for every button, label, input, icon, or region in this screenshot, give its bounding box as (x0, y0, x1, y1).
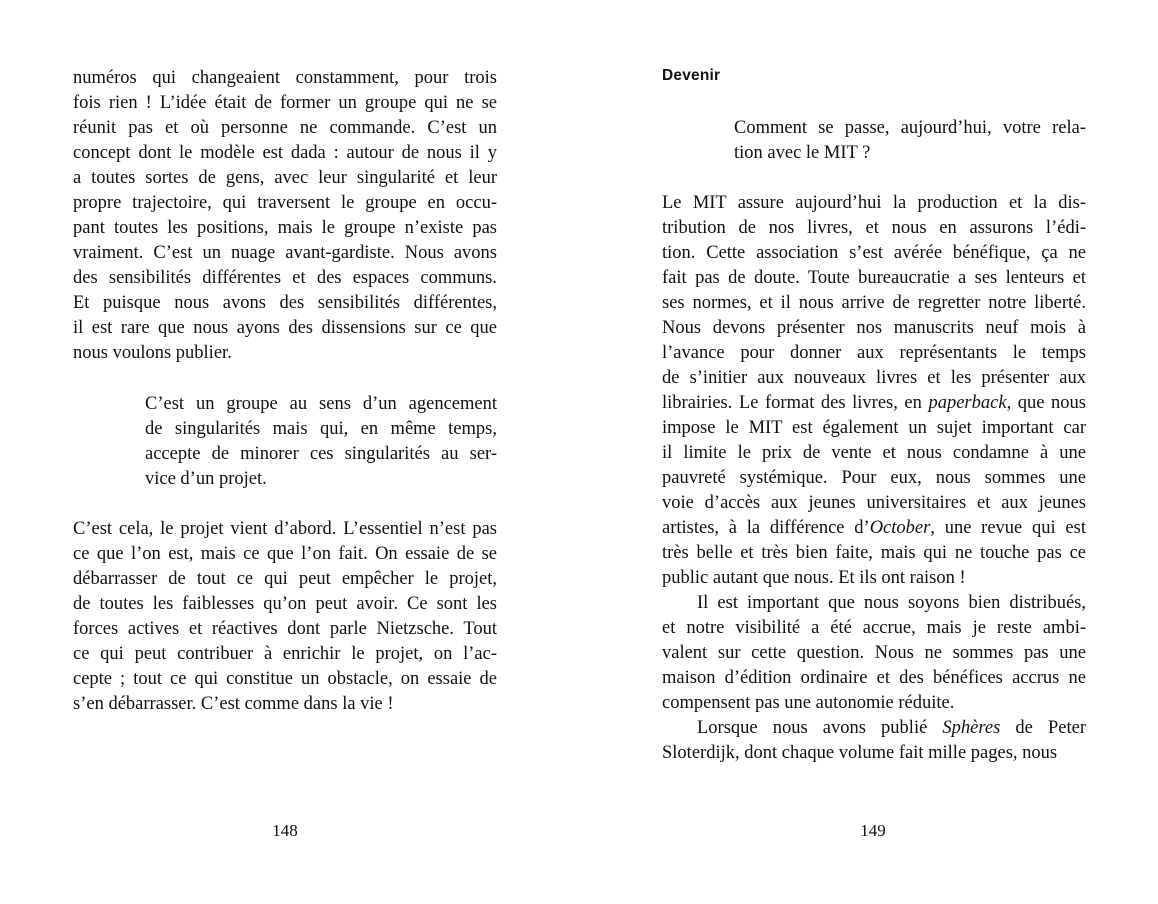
text-line: débarrasser de tout ce qui peut empêcher le projet, (73, 569, 497, 589)
text-line: Sloterdijk, dont chaque volume fait mille pages, nous (662, 743, 1058, 763)
text-line: C’est un groupe au sens d’un agencement (145, 394, 497, 414)
text-line: fois rien ! L’idée était de former un groupe qui ne se (73, 93, 497, 113)
right-interview-question (734, 116, 1086, 166)
text-line: compensent pas une autonomie réduite. (662, 693, 955, 713)
text-line: réunit pas et où personne ne commande. C’est un (73, 118, 497, 138)
text-line: fait pas de doute. Toute bureaucratie a ses lenteurs et (662, 268, 1086, 288)
text-line: de singularités mais qui, en même temps, (145, 419, 497, 439)
text-line: il limite le prix de vente et nous condamne à une (662, 443, 1086, 463)
text-line: vice d’un projet. (145, 469, 267, 489)
text-line: Le MIT assure aujourd’hui la production et la dis- (662, 193, 1086, 213)
text-line: de s’initier aux nouveaux livres et les présenter aux (662, 368, 1086, 388)
text-line: forces actives et réactives dont parle Nietzsche. Tout (73, 619, 497, 639)
text-line: vraiment. C’est un nuage avant-gardiste. Nous avons (73, 243, 497, 263)
text-line: voie d’accès aux jeunes universitaires et aux jeunes (662, 493, 1086, 513)
text-line: Lorsque nous avons publié Sphères de Peter (697, 718, 1086, 738)
text-line: Et puisque nous avons des sensibilités différentes, (73, 293, 497, 313)
text-line: numéros qui changeaient constamment, pour trois (73, 68, 497, 88)
text-line: il est rare que nous ayons des dissensions sur ce que (73, 318, 497, 338)
text-line: l’avance pour donner aux représentants le temps (662, 343, 1086, 363)
left-paragraph-2 (73, 517, 497, 717)
text-line: ses normes, et il nous arrive de regretter notre liberté. (662, 293, 1086, 313)
text-line: des sensibilités différentes et des espaces communs. (73, 268, 497, 288)
text-line: Nous devons présenter nos manuscrits neuf mois à (662, 318, 1086, 338)
text-line: librairies. Le format des livres, en paperback, que nous (662, 393, 1086, 413)
text-line: très belle et très bien faite, mais qui ne touche pas ce (662, 543, 1086, 563)
text-line: Comment se passe, aujourd’hui, votre rela- (734, 118, 1086, 138)
text-line: cepte ; tout ce qui constitue un obstacle, on essaie de (73, 669, 497, 689)
text-line: s’en débarrasser. C’est comme dans la vie ! (73, 694, 394, 714)
text-line: public autant que nous. Et ils ont raison ! (662, 568, 966, 588)
text-line: ce qui peut contribuer à enrichir le projet, on l’ac- (73, 644, 497, 664)
right-body-text (662, 191, 1086, 766)
text-line: et notre visibilité a été accrue, mais je reste ambi- (662, 618, 1086, 638)
text-line: impose le MIT est également un sujet important car (662, 418, 1086, 438)
text-line: tion. Cette association s’est avérée bénéfique, ça ne (662, 243, 1086, 263)
text-line: pant toutes les positions, mais le groupe n’existe pas (73, 218, 497, 238)
text-line: valent sur cette question. Nous ne sommes pas une (662, 643, 1086, 663)
text-line: accepte de minorer ces singularités au ser- (145, 444, 497, 464)
left-paragraph-1 (73, 66, 497, 366)
text-line: artistes, à la différence d’October, une revue qui est (662, 518, 1086, 538)
text-line: Il est important que nous soyons bien distribués, (697, 593, 1086, 613)
page-number-right: 149 (860, 821, 886, 840)
text-line: maison d’édition ordinaire et des bénéfices accrus ne (662, 668, 1086, 688)
text-line: nous voulons publier. (73, 343, 232, 363)
text-line: pauvreté systémique. Pour eux, nous sommes une (662, 468, 1086, 488)
text-line: tion avec le MIT ? (734, 143, 871, 163)
page-number-left: 148 (272, 821, 298, 840)
text-line: propre trajectoire, qui traversent le groupe en occu- (73, 193, 497, 213)
text-line: tribution de nos livres, et nous en assurons l’édi- (662, 218, 1086, 238)
left-interview-question (145, 392, 497, 492)
text-line: de toutes les faiblesses qu’on peut avoir. Ce sont les (73, 594, 497, 614)
text-line: ce que l’on est, mais ce que l’on fait. On essaie de se (73, 544, 497, 564)
text-line: C’est cela, le projet vient d’abord. L’essentiel n’est pas (73, 519, 497, 539)
text-line: a toutes sortes de gens, avec leur singularité et leur (73, 168, 497, 188)
text-line: concept dont le modèle est dada : autour de nous il y (73, 143, 497, 163)
running-head: Devenir (662, 67, 721, 84)
